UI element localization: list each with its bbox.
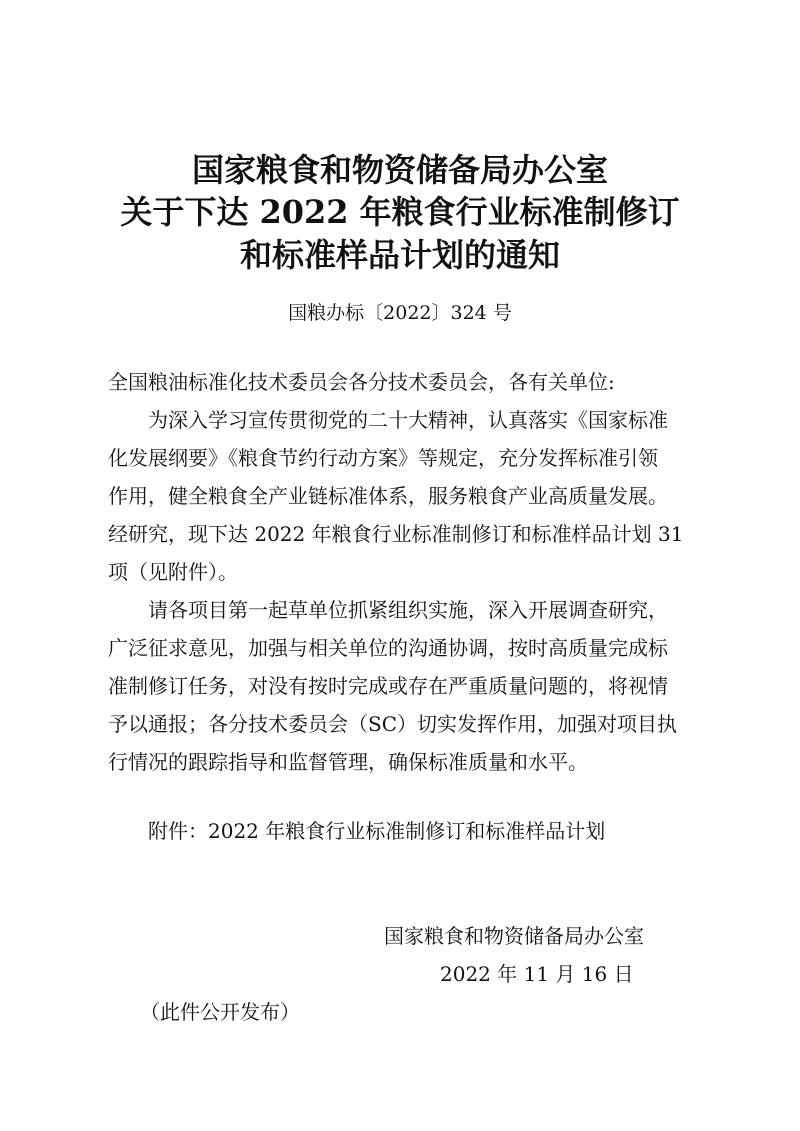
paragraph-1-line-2: 化发展纲要》《粮食节约行动方案》等规定，充分发挥标准引领 [108,446,658,470]
issuer-name: 国家粮食和物资储备局办公室 [384,924,644,948]
paragraph-2-line-2: 广泛征求意见，加强与相关单位的沟通协调，按时高质量完成标 [108,636,668,660]
release-note: （此件公开发布） [140,1000,300,1024]
addressee: 全国粮油标准化技术委员会各分技术委员会，各有关单位: [108,370,615,394]
attachment-note: 附件：2022 年粮食行业标准制修订和标准样品计划 [148,819,606,843]
document-title-line-3: 和标准样品计划的通知 [239,236,560,274]
paragraph-1-line-5: 项（见附件）。 [108,560,238,584]
paragraph-2-line-4: 予以通报；各分技术委员会（SC）切实发挥作用，加强对项目执 [108,712,678,736]
document-number: 国粮办标〔2022〕324 号 [288,302,512,324]
issue-date: 2022 年 11 月 16 日 [440,962,634,986]
paragraph-1-line-1: 为深入学习宣传贯彻党的二十大精神，认真落实《国家标准 [148,408,668,432]
paragraph-1-line-3: 作用，健全粮食全产业链标准体系，服务粮食产业高质量发展。 [108,484,668,508]
paragraph-2-line-1: 请各项目第一起草单位抓紧组织实施，深入开展调查研究， [148,598,668,622]
document-title-line-2: 关于下达 2022 年粮食行业标准制修订 [120,193,680,231]
paragraph-2-line-5: 行情况的跟踪指导和监督管理，确保标准质量和水平。 [108,750,588,774]
document-title-line-1: 国家粮食和物资储备局办公室 [191,151,608,189]
paragraph-2-line-3: 准制修订任务，对没有按时完成或存在严重质量问题的，将视情 [108,674,668,698]
paragraph-1-line-4: 经研究，现下达 2022 年粮食行业标准制修订和标准样品计划 31 [108,522,684,546]
